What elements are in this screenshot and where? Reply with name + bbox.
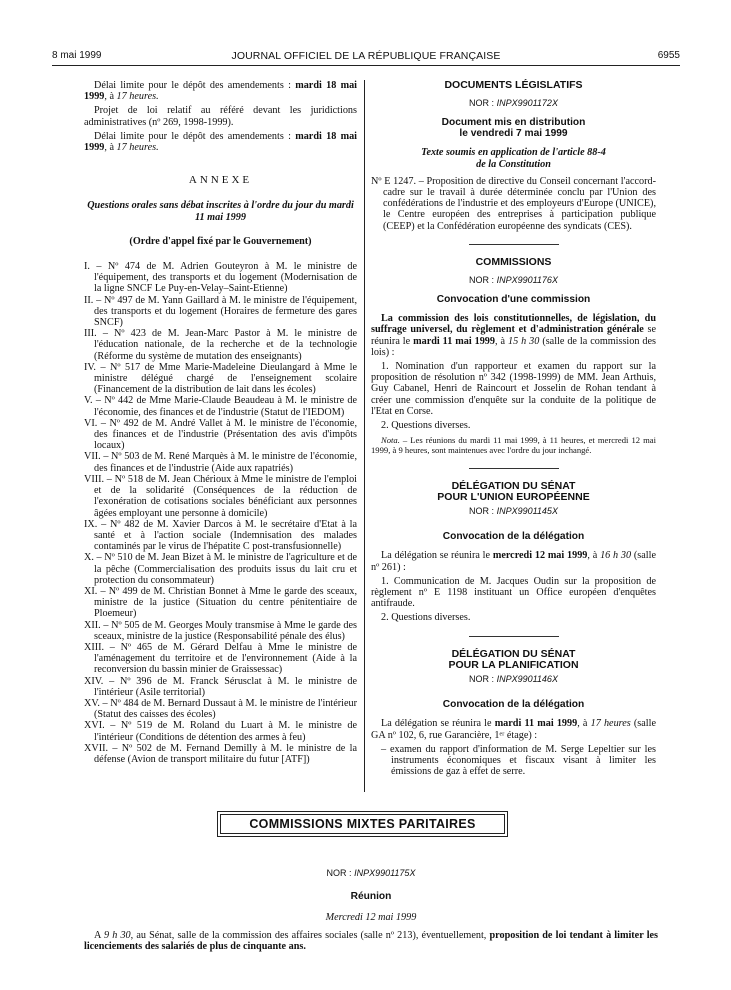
text-fragment: se réunira le <box>371 324 656 347</box>
header-rule <box>52 65 680 66</box>
section-title-documents: DOCUMENTS LÉGISLATIFS <box>444 79 583 91</box>
nor-code: INPX9901145X <box>496 506 558 517</box>
column-divider <box>364 80 365 792</box>
text-fragment: , à <box>587 550 601 562</box>
list-item: XII. – Nº 505 de M. Georges Mouly transmise à Mme le garde des sceaux, ministre de la justice (Responsabilité pénale des élus) <box>84 619 357 642</box>
section-rule <box>469 636 559 637</box>
nor-reference <box>371 674 656 685</box>
projet-paragraph: Projet de loi relatif au référé devant les juridictions administratives (nº 269, 1998-1999). <box>84 105 357 128</box>
annexe-heading: ANNEXE <box>188 174 253 187</box>
subheading-distribution <box>371 117 656 139</box>
text-fragment: A <box>94 930 104 941</box>
list-item: XIII. – Nº 465 de M. Gérard Delfau à Mme le ministre de l'aménagement du territoire et de l'environnement (Aide à la reconversion du bassin minier de Graissessac) <box>84 641 357 676</box>
text-fragment: , au Sénat, salle de la commission des affaires sociales (salle nº 213), éventuellement, <box>130 930 490 941</box>
page-header <box>52 50 680 64</box>
boxed-section-title <box>217 811 508 837</box>
agenda-item: – examen du rapport d'information de M. Serge Lepeltier sur les instruments économiques et fiscaux visant à limiter les émissions de gaz à effet de serre. <box>381 743 656 778</box>
delai-time: 17 heures. <box>116 91 159 103</box>
text-fragment: La délégation se réunira le <box>381 718 495 730</box>
nor-reference <box>371 275 656 286</box>
list-item: XI. – Nº 499 de M. Christian Bonnet à Mme le garde des sceaux, ministre de la justice (Situation du centre pénitentiaire de Ploemeur) <box>84 585 357 620</box>
list-item: VII. – Nº 503 de M. René Marquès à M. le ministre de l'économie, des finances et de l'industrie (Aide aux rapatriés) <box>84 451 357 474</box>
heading-line: Texte soumis en application de l'article 88-4 <box>421 147 606 159</box>
meeting-date: mercredi 12 mai 1999 <box>492 550 588 562</box>
text-fragment: , à <box>494 335 508 347</box>
nor-code: INPX9901176X <box>496 275 558 286</box>
delegation-paragraph <box>371 718 656 740</box>
text-fragment: (salle de la commission des lois) : <box>371 335 656 358</box>
questions-list <box>84 261 357 765</box>
list-item: III. – Nº 423 de M. Jean-Marc Pastor à M. le ministre de l'éducation nationale, de la recherche et de la technologie (Réforme du système de mutation des enseignants) <box>84 328 357 362</box>
meeting-time: 9 h 30 <box>103 930 131 941</box>
right-column <box>371 80 656 780</box>
delegation-paragraph <box>371 550 656 572</box>
list-item: XV. – Nº 484 de M. Bernard Dussaut à M. le ministre de l'intérieur (Statut des caisses des écoles) <box>84 697 357 721</box>
meeting-date: mardi 11 mai 1999 <box>413 335 495 347</box>
document-entry: Nº E 1247. – Proposition de directive du Conseil concernant l'accord-cadre sur le travail à durée déterminée conclu par l'Union des confédérations de l'industrie et des employeurs d'Europe (UNICE), le Centre européen des entreprises à participation publique (CEEP) et la Confédération européenne des syndicats (CES). <box>371 175 656 232</box>
nota-label: Nota. <box>381 435 400 446</box>
boxed-title-text: COMMISSIONS MIXTES PARITAIRES <box>220 814 505 834</box>
delai-sep: , à <box>104 142 117 154</box>
commission-paragraph <box>371 313 656 358</box>
list-item: XVI. – Nº 519 de M. Roland du Luart à M. le ministre de l'intérieur (Conditions de détention des armes à feu) <box>84 720 357 743</box>
delai-time: 17 heures. <box>116 142 159 154</box>
meeting-date: mardi 11 mai 1999 <box>494 718 578 730</box>
subheading-convocation: Convocation de la délégation <box>442 699 585 711</box>
delai-text: Délai limite pour le dépôt des amendements : <box>94 80 296 91</box>
subheading-line: Document mis en distribution <box>441 117 586 129</box>
meeting-time: 16 h 30 <box>600 550 632 562</box>
agenda-item: 2. Questions diverses. <box>381 612 471 624</box>
list-item: IX. – Nº 482 de M. Xavier Darcos à M. le secrétaire d'Etat à la santé et à l'action sociale (Indemnisation des malades contaminés par le virus de l'hépatite C post-transfusionnelle) <box>84 518 357 553</box>
delai-paragraph-1 <box>84 80 357 102</box>
section-title-commissions: COMMISSIONS <box>475 255 552 268</box>
heading-line: de la Constitution <box>476 158 551 170</box>
title-line: POUR LA PLANIFICATION <box>448 658 579 671</box>
subheading-convocation: Convocation d'une commission <box>436 294 591 306</box>
agenda-item: 1. Nomination d'un rapporteur et examen du rapport sur la proposition de résolution nº 342 (1998-1999) de MM. Jean Arthuis, Guy Cabanel, Henri de Raincourt et Josselin de Rohan tendant à créer une commission d'enquête sur la conduite de la politique de l'Etat en Corse. <box>371 361 656 417</box>
texte-soumis-heading <box>371 147 656 169</box>
nota-text: – Les réunions du mardi 11 mai 1999, à 11 heures, et mercredi 12 mai 1999, à 9 heures, sont maintenues avec l'ordre du jour inchangé. <box>371 435 656 456</box>
title-line: DÉLÉGATION DU SÉNAT <box>451 479 576 492</box>
list-item: V. – Nº 442 de Mme Marie-Claude Beaudeau à M. le ministre de l'économie, des finances et de l'industrie (Statut de l'IEDOM) <box>84 395 357 418</box>
nor-label: NOR : <box>469 275 497 286</box>
nor-code: INPX9901175X <box>354 868 416 878</box>
text-fragment: (salle nº 261) : <box>371 550 656 573</box>
section-rule <box>469 468 559 469</box>
text-fragment: La délégation se réunira le <box>381 550 493 562</box>
section-title-delegation-plan <box>371 649 656 671</box>
agenda-item: 2. Questions diverses. <box>381 420 471 432</box>
reunion-paragraph <box>84 930 658 952</box>
delai-date: mardi 18 mai 1999 <box>84 130 357 154</box>
list-item: II. – Nº 497 de M. Yann Gaillard à M. le ministre de l'équipement, des transports et du logement (Horaires de fermeture des gares SNCF) <box>84 294 357 329</box>
header-date: 8 mai 1999 <box>52 50 102 61</box>
list-item: I. – Nº 474 de M. Adrien Gouteyron à M. le ministre de l'équipement, des transports et du logement (Modernisation de la ligne SNCF Le Puy-en-Velay–Saint-Etienne) <box>84 261 357 295</box>
section-rule <box>469 244 559 245</box>
delai-sep: , à <box>104 91 117 103</box>
title-line: POUR L'UNION EUROPÉENNE <box>437 491 590 504</box>
proposition-title: proposition de loi tendant à limiter les licenciements des salariés de plus de cinquante ans. <box>84 930 659 953</box>
commission-name: La commission des lois constitutionnelles, de législation, du suffrage universel, du règlement et d'administration générale <box>371 313 656 336</box>
text-fragment: , à <box>577 718 591 730</box>
list-item: IV. – Nº 517 de Mme Marie-Madeleine Dieulangard à Mme le ministre délégué chargé de l'enseignement scolaire (Financement de la distribution de lait dans les écoles) <box>84 361 357 396</box>
list-item: XIV. – Nº 396 de M. Franck Sérusclat à M. le ministre de l'intérieur (Asile territorial) <box>84 675 357 698</box>
meeting-time: 17 heures <box>590 718 631 730</box>
list-item: XVII. – Nº 502 de M. Fernand Demilly à M. le ministre de la défense (Avion de transport militaire du futur [ATF]) <box>84 742 357 765</box>
nota-paragraph <box>371 436 656 456</box>
delai-date: mardi 18 mai 1999 <box>84 80 357 103</box>
reunion-heading: Réunion <box>350 891 392 902</box>
nor-label: NOR : <box>469 674 497 685</box>
reunion-date: Mercredi 12 mai 1999 <box>325 912 417 923</box>
nor-label: NOR : <box>469 98 497 109</box>
title-line: DÉLÉGATION DU SÉNAT <box>451 647 576 660</box>
nor-label: NOR : <box>326 868 355 878</box>
header-page-number: 6955 <box>657 50 680 61</box>
subheading-line: le vendredi 7 mai 1999 <box>459 128 568 140</box>
agenda-item: 1. Communication de M. Jacques Oudin sur la proposition de règlement nº E 1198 instituant un Office européen d'enquêtes antifraude. <box>371 575 656 610</box>
subheading-convocation: Convocation de la délégation <box>442 531 585 543</box>
left-column <box>84 80 357 765</box>
list-item: X. – Nº 510 de M. Jean Bizet à M. le ministre de l'agriculture et de la pêche (Commercialisation des produits issus du lait cru et protection du consommateur) <box>84 552 357 586</box>
list-item: VI. – Nº 492 de M. André Vallet à M. le ministre de l'économie, des finances et de l'industrie (Présentation des avis d'impôts locaux) <box>84 417 357 452</box>
text-fragment: (salle GA nº 102, 6, rue Garancière, 1ᵉʳ étage) : <box>371 718 656 741</box>
ordre-heading: (Ordre d'appel fixé par le Gouvernement) <box>129 235 312 247</box>
nor-reference <box>371 506 656 517</box>
questions-heading: Questions orales sans débat inscrites à l'ordre du jour du mardi 11 mai 1999 <box>87 200 354 223</box>
nor-code: INPX9901172X <box>496 98 558 109</box>
nor-reference <box>371 98 656 109</box>
delai-text: Délai limite pour le dépôt des amendements : <box>94 130 296 142</box>
nor-label: NOR : <box>469 506 497 517</box>
nor-code: INPX9901146X <box>496 674 558 685</box>
delai-paragraph-2 <box>84 131 357 153</box>
meeting-time: 15 h 30 <box>507 335 540 347</box>
section-title-delegation-ue <box>371 481 656 503</box>
nor-reference <box>84 868 658 879</box>
header-title: JOURNAL OFFICIEL DE LA RÉPUBLIQUE FRANÇAISE <box>231 50 501 62</box>
list-item: VIII. – Nº 518 de M. Jean Chérioux à Mme le ministre de l'emploi et de la solidarité (Conséquences de la réduction de l'exonération de cotisations sociales bénéficiant aux personnes âgées employant une personne à domicile) <box>84 473 357 519</box>
